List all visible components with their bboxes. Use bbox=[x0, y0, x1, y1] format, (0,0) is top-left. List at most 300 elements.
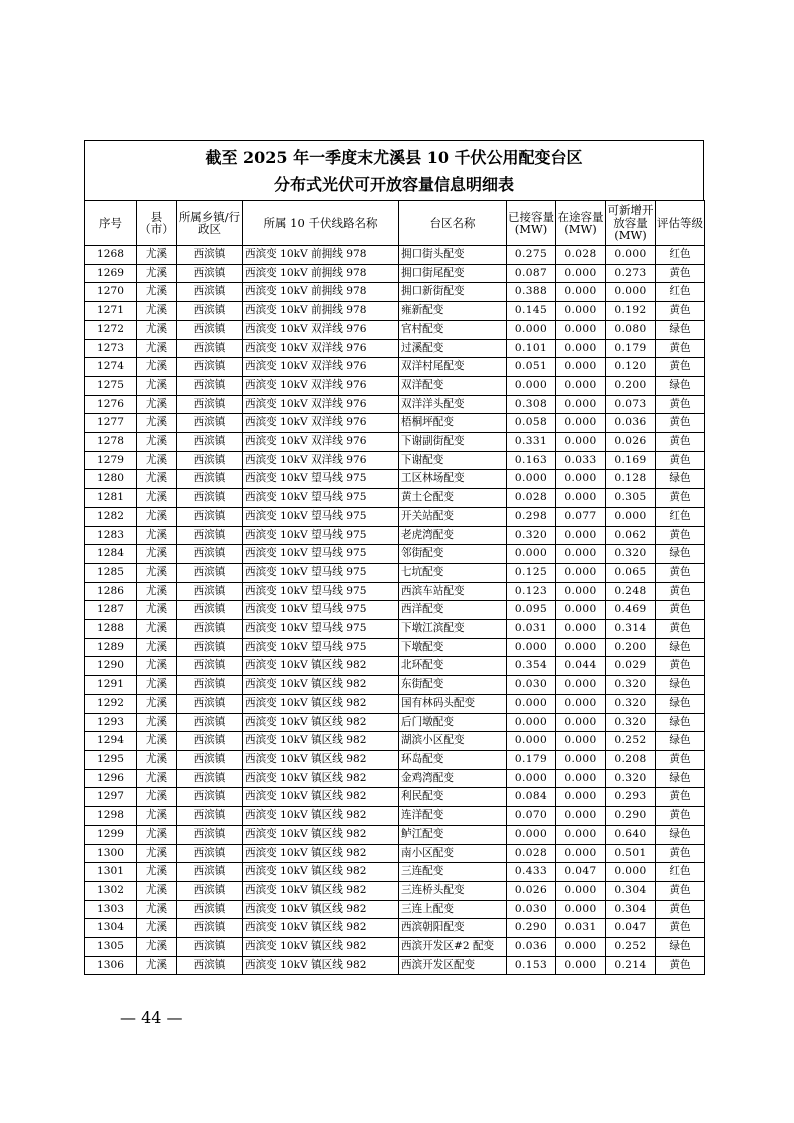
cell-town: 西滨镇 bbox=[177, 395, 243, 414]
cell-area: 西滨车站配变 bbox=[399, 582, 507, 601]
cell-level: 绿色 bbox=[656, 676, 705, 695]
cell-available: 0.248 bbox=[606, 582, 656, 601]
cell-county: 尤溪 bbox=[137, 825, 177, 844]
cell-town: 西滨镇 bbox=[177, 507, 243, 526]
cell-area: 西洋配变 bbox=[399, 601, 507, 620]
cell-connected: 0.433 bbox=[507, 863, 556, 882]
header-level: 评估等级 bbox=[656, 201, 705, 246]
cell-line: 西滨变 10kV 前拥线 978 bbox=[243, 302, 399, 321]
cell-seq: 1272 bbox=[85, 320, 137, 339]
cell-line: 西滨变 10kV 望马线 975 bbox=[243, 545, 399, 564]
cell-line: 西滨变 10kV 镇区线 982 bbox=[243, 825, 399, 844]
cell-line: 西滨变 10kV 镇区线 982 bbox=[243, 807, 399, 826]
cell-area: 国有林码头配变 bbox=[399, 694, 507, 713]
cell-seq: 1280 bbox=[85, 470, 137, 489]
table-row bbox=[85, 563, 705, 582]
cell-level: 红色 bbox=[656, 507, 705, 526]
cell-area: 三连桥头配变 bbox=[399, 881, 507, 900]
cell-available: 0.640 bbox=[606, 825, 656, 844]
cell-pending: 0.000 bbox=[556, 339, 606, 358]
capacity-table bbox=[84, 200, 705, 975]
cell-town: 西滨镇 bbox=[177, 433, 243, 452]
cell-line: 西滨变 10kV 望马线 975 bbox=[243, 638, 399, 657]
cell-pending: 0.000 bbox=[556, 769, 606, 788]
cell-available: 0.305 bbox=[606, 489, 656, 508]
cell-seq: 1287 bbox=[85, 601, 137, 620]
cell-town: 西滨镇 bbox=[177, 881, 243, 900]
table-row bbox=[85, 825, 705, 844]
cell-county: 尤溪 bbox=[137, 657, 177, 676]
cell-available: 0.062 bbox=[606, 526, 656, 545]
cell-seq: 1283 bbox=[85, 526, 137, 545]
cell-pending: 0.000 bbox=[556, 489, 606, 508]
cell-connected: 0.320 bbox=[507, 526, 556, 545]
cell-seq: 1279 bbox=[85, 451, 137, 470]
cell-connected: 0.000 bbox=[507, 545, 556, 564]
cell-connected: 0.051 bbox=[507, 358, 556, 377]
cell-seq: 1293 bbox=[85, 713, 137, 732]
cell-level: 黄色 bbox=[656, 750, 705, 769]
header-seq: 序号 bbox=[85, 201, 137, 246]
cell-town: 西滨镇 bbox=[177, 489, 243, 508]
cell-county: 尤溪 bbox=[137, 694, 177, 713]
cell-connected: 0.153 bbox=[507, 956, 556, 975]
cell-area: 下谢配变 bbox=[399, 451, 507, 470]
cell-line: 西滨变 10kV 前拥线 978 bbox=[243, 246, 399, 265]
cell-level: 红色 bbox=[656, 863, 705, 882]
cell-level: 黄色 bbox=[656, 563, 705, 582]
cell-available: 0.252 bbox=[606, 732, 656, 751]
cell-seq: 1299 bbox=[85, 825, 137, 844]
cell-available: 0.304 bbox=[606, 881, 656, 900]
cell-level: 黄色 bbox=[656, 881, 705, 900]
cell-county: 尤溪 bbox=[137, 545, 177, 564]
cell-town: 西滨镇 bbox=[177, 638, 243, 657]
cell-county: 尤溪 bbox=[137, 788, 177, 807]
table-row bbox=[85, 320, 705, 339]
cell-area: 拥口街尾配变 bbox=[399, 264, 507, 283]
cell-town: 西滨镇 bbox=[177, 694, 243, 713]
cell-available: 0.469 bbox=[606, 601, 656, 620]
cell-connected: 0.000 bbox=[507, 769, 556, 788]
cell-available: 0.320 bbox=[606, 694, 656, 713]
cell-town: 西滨镇 bbox=[177, 264, 243, 283]
cell-connected: 0.030 bbox=[507, 676, 556, 695]
cell-line: 西滨变 10kV 镇区线 982 bbox=[243, 750, 399, 769]
cell-line: 西滨变 10kV 镇区线 982 bbox=[243, 788, 399, 807]
cell-level: 黄色 bbox=[656, 339, 705, 358]
cell-seq: 1292 bbox=[85, 694, 137, 713]
cell-town: 西滨镇 bbox=[177, 320, 243, 339]
cell-available: 0.065 bbox=[606, 563, 656, 582]
cell-town: 西滨镇 bbox=[177, 713, 243, 732]
cell-pending: 0.000 bbox=[556, 900, 606, 919]
cell-county: 尤溪 bbox=[137, 339, 177, 358]
cell-area: 过溪配变 bbox=[399, 339, 507, 358]
cell-seq: 1295 bbox=[85, 750, 137, 769]
cell-line: 西滨变 10kV 镇区线 982 bbox=[243, 769, 399, 788]
cell-county: 尤溪 bbox=[137, 395, 177, 414]
cell-connected: 0.145 bbox=[507, 302, 556, 321]
cell-pending: 0.000 bbox=[556, 470, 606, 489]
table-row bbox=[85, 694, 705, 713]
cell-connected: 0.000 bbox=[507, 732, 556, 751]
header-connected: 已接容量(MW) bbox=[507, 201, 556, 246]
cell-level: 黄色 bbox=[656, 489, 705, 508]
cell-level: 黄色 bbox=[656, 582, 705, 601]
cell-town: 西滨镇 bbox=[177, 376, 243, 395]
cell-town: 西滨镇 bbox=[177, 246, 243, 265]
cell-town: 西滨镇 bbox=[177, 938, 243, 957]
cell-seq: 1275 bbox=[85, 376, 137, 395]
cell-area: 双洋配变 bbox=[399, 376, 507, 395]
cell-seq: 1277 bbox=[85, 414, 137, 433]
cell-line: 西滨变 10kV 双洋线 976 bbox=[243, 376, 399, 395]
cell-pending: 0.077 bbox=[556, 507, 606, 526]
cell-level: 黄色 bbox=[656, 956, 705, 975]
cell-level: 绿色 bbox=[656, 769, 705, 788]
cell-line: 西滨变 10kV 双洋线 976 bbox=[243, 320, 399, 339]
cell-pending: 0.000 bbox=[556, 395, 606, 414]
table-row bbox=[85, 601, 705, 620]
cell-town: 西滨镇 bbox=[177, 807, 243, 826]
cell-available: 0.273 bbox=[606, 264, 656, 283]
table-row bbox=[85, 713, 705, 732]
cell-connected: 0.028 bbox=[507, 844, 556, 863]
cell-seq: 1274 bbox=[85, 358, 137, 377]
cell-area: 西滨开发区#2 配变 bbox=[399, 938, 507, 957]
cell-town: 西滨镇 bbox=[177, 769, 243, 788]
cell-pending: 0.000 bbox=[556, 620, 606, 639]
cell-available: 0.208 bbox=[606, 750, 656, 769]
cell-pending: 0.000 bbox=[556, 376, 606, 395]
cell-available: 0.029 bbox=[606, 657, 656, 676]
table-row bbox=[85, 769, 705, 788]
cell-seq: 1302 bbox=[85, 881, 137, 900]
page-number: — 44 — bbox=[120, 1008, 183, 1027]
cell-county: 尤溪 bbox=[137, 451, 177, 470]
table-row bbox=[85, 881, 705, 900]
cell-area: 七坑配变 bbox=[399, 563, 507, 582]
cell-town: 西滨镇 bbox=[177, 956, 243, 975]
cell-connected: 0.000 bbox=[507, 638, 556, 657]
cell-available: 0.179 bbox=[606, 339, 656, 358]
header-pending: 在途容量(MW) bbox=[556, 201, 606, 246]
cell-county: 尤溪 bbox=[137, 246, 177, 265]
cell-seq: 1298 bbox=[85, 807, 137, 826]
cell-seq: 1305 bbox=[85, 938, 137, 957]
cell-available: 0.128 bbox=[606, 470, 656, 489]
cell-line: 西滨变 10kV 双洋线 976 bbox=[243, 414, 399, 433]
cell-line: 西滨变 10kV 镇区线 982 bbox=[243, 732, 399, 751]
cell-line: 西滨变 10kV 前拥线 978 bbox=[243, 264, 399, 283]
cell-area: 梧桐坪配变 bbox=[399, 414, 507, 433]
header-area: 台区名称 bbox=[399, 201, 507, 246]
cell-pending: 0.000 bbox=[556, 433, 606, 452]
cell-available: 0.200 bbox=[606, 638, 656, 657]
cell-connected: 0.290 bbox=[507, 919, 556, 938]
table-row bbox=[85, 283, 705, 302]
cell-seq: 1288 bbox=[85, 620, 137, 639]
cell-county: 尤溪 bbox=[137, 264, 177, 283]
cell-area: 金鸡湾配变 bbox=[399, 769, 507, 788]
cell-county: 尤溪 bbox=[137, 601, 177, 620]
cell-line: 西滨变 10kV 望马线 975 bbox=[243, 563, 399, 582]
header-line: 所属 10 千伏线路名称 bbox=[243, 201, 399, 246]
cell-town: 西滨镇 bbox=[177, 788, 243, 807]
cell-connected: 0.028 bbox=[507, 489, 556, 508]
cell-available: 0.192 bbox=[606, 302, 656, 321]
cell-county: 尤溪 bbox=[137, 470, 177, 489]
cell-town: 西滨镇 bbox=[177, 601, 243, 620]
cell-level: 黄色 bbox=[656, 414, 705, 433]
cell-pending: 0.033 bbox=[556, 451, 606, 470]
cell-seq: 1290 bbox=[85, 657, 137, 676]
cell-available: 0.501 bbox=[606, 844, 656, 863]
cell-connected: 0.388 bbox=[507, 283, 556, 302]
cell-area: 东街配变 bbox=[399, 676, 507, 695]
table-row bbox=[85, 844, 705, 863]
cell-pending: 0.000 bbox=[556, 713, 606, 732]
cell-level: 绿色 bbox=[656, 938, 705, 957]
table-row bbox=[85, 620, 705, 639]
cell-line: 西滨变 10kV 双洋线 976 bbox=[243, 433, 399, 452]
cell-seq: 1281 bbox=[85, 489, 137, 508]
cell-available: 0.293 bbox=[606, 788, 656, 807]
cell-pending: 0.047 bbox=[556, 863, 606, 882]
cell-county: 尤溪 bbox=[137, 376, 177, 395]
cell-area: 工区林场配变 bbox=[399, 470, 507, 489]
cell-town: 西滨镇 bbox=[177, 526, 243, 545]
cell-area: 双洋洋头配变 bbox=[399, 395, 507, 414]
cell-connected: 0.000 bbox=[507, 320, 556, 339]
cell-pending: 0.000 bbox=[556, 938, 606, 957]
header-county: 县（市） bbox=[137, 201, 177, 246]
cell-area: 开关站配变 bbox=[399, 507, 507, 526]
cell-county: 尤溪 bbox=[137, 358, 177, 377]
cell-pending: 0.000 bbox=[556, 956, 606, 975]
cell-area: 邻街配变 bbox=[399, 545, 507, 564]
cell-pending: 0.000 bbox=[556, 320, 606, 339]
cell-area: 西滨朝阳配变 bbox=[399, 919, 507, 938]
cell-town: 西滨镇 bbox=[177, 582, 243, 601]
cell-connected: 0.084 bbox=[507, 788, 556, 807]
cell-town: 西滨镇 bbox=[177, 844, 243, 863]
cell-area: 南小区配变 bbox=[399, 844, 507, 863]
cell-county: 尤溪 bbox=[137, 956, 177, 975]
cell-town: 西滨镇 bbox=[177, 620, 243, 639]
cell-level: 绿色 bbox=[656, 732, 705, 751]
cell-line: 西滨变 10kV 镇区线 982 bbox=[243, 657, 399, 676]
cell-seq: 1300 bbox=[85, 844, 137, 863]
cell-line: 西滨变 10kV 望马线 975 bbox=[243, 526, 399, 545]
cell-county: 尤溪 bbox=[137, 302, 177, 321]
cell-pending: 0.000 bbox=[556, 844, 606, 863]
cell-level: 黄色 bbox=[656, 302, 705, 321]
cell-seq: 1284 bbox=[85, 545, 137, 564]
cell-area: 下墩配变 bbox=[399, 638, 507, 657]
cell-town: 西滨镇 bbox=[177, 676, 243, 695]
cell-available: 0.252 bbox=[606, 938, 656, 957]
cell-pending: 0.000 bbox=[556, 807, 606, 826]
title-line-1: 截至 2025 年一季度末尤溪县 10 千伏公用配变台区 bbox=[205, 147, 583, 167]
cell-town: 西滨镇 bbox=[177, 470, 243, 489]
cell-level: 黄色 bbox=[656, 395, 705, 414]
cell-level: 绿色 bbox=[656, 638, 705, 657]
cell-available: 0.214 bbox=[606, 956, 656, 975]
table-body bbox=[85, 246, 705, 975]
cell-connected: 0.354 bbox=[507, 657, 556, 676]
cell-county: 尤溪 bbox=[137, 750, 177, 769]
cell-level: 红色 bbox=[656, 283, 705, 302]
cell-seq: 1303 bbox=[85, 900, 137, 919]
cell-level: 绿色 bbox=[656, 694, 705, 713]
cell-pending: 0.000 bbox=[556, 283, 606, 302]
cell-level: 红色 bbox=[656, 246, 705, 265]
table-row bbox=[85, 676, 705, 695]
cell-connected: 0.179 bbox=[507, 750, 556, 769]
cell-pending: 0.000 bbox=[556, 638, 606, 657]
cell-pending: 0.000 bbox=[556, 601, 606, 620]
cell-level: 绿色 bbox=[656, 545, 705, 564]
cell-pending: 0.031 bbox=[556, 919, 606, 938]
cell-county: 尤溪 bbox=[137, 320, 177, 339]
cell-available: 0.290 bbox=[606, 807, 656, 826]
cell-line: 西滨变 10kV 望马线 975 bbox=[243, 470, 399, 489]
cell-area: 拥口新街配变 bbox=[399, 283, 507, 302]
cell-level: 黄色 bbox=[656, 451, 705, 470]
cell-area: 三连上配变 bbox=[399, 900, 507, 919]
cell-line: 西滨变 10kV 望马线 975 bbox=[243, 620, 399, 639]
cell-seq: 1282 bbox=[85, 507, 137, 526]
cell-area: 下谢副街配变 bbox=[399, 433, 507, 452]
cell-connected: 0.095 bbox=[507, 601, 556, 620]
cell-level: 黄色 bbox=[656, 900, 705, 919]
cell-seq: 1273 bbox=[85, 339, 137, 358]
header-town: 所属乡镇/行政区 bbox=[177, 201, 243, 246]
cell-available: 0.000 bbox=[606, 283, 656, 302]
cell-level: 黄色 bbox=[656, 657, 705, 676]
cell-pending: 0.000 bbox=[556, 694, 606, 713]
cell-area: 西滨开发区配变 bbox=[399, 956, 507, 975]
table-row bbox=[85, 414, 705, 433]
cell-line: 西滨变 10kV 前拥线 978 bbox=[243, 283, 399, 302]
cell-line: 西滨变 10kV 镇区线 982 bbox=[243, 881, 399, 900]
cell-level: 绿色 bbox=[656, 376, 705, 395]
table-row bbox=[85, 451, 705, 470]
cell-line: 西滨变 10kV 双洋线 976 bbox=[243, 451, 399, 470]
cell-area: 拥口街头配变 bbox=[399, 246, 507, 265]
cell-town: 西滨镇 bbox=[177, 414, 243, 433]
cell-pending: 0.000 bbox=[556, 358, 606, 377]
cell-level: 黄色 bbox=[656, 807, 705, 826]
cell-level: 绿色 bbox=[656, 825, 705, 844]
cell-level: 黄色 bbox=[656, 919, 705, 938]
cell-available: 0.200 bbox=[606, 376, 656, 395]
cell-line: 西滨变 10kV 镇区线 982 bbox=[243, 900, 399, 919]
cell-seq: 1297 bbox=[85, 788, 137, 807]
cell-available: 0.120 bbox=[606, 358, 656, 377]
cell-connected: 0.026 bbox=[507, 881, 556, 900]
cell-county: 尤溪 bbox=[137, 620, 177, 639]
cell-area: 老虎湾配变 bbox=[399, 526, 507, 545]
cell-connected: 0.275 bbox=[507, 246, 556, 265]
table-row bbox=[85, 339, 705, 358]
table-header-row bbox=[85, 201, 705, 246]
cell-line: 西滨变 10kV 望马线 975 bbox=[243, 582, 399, 601]
cell-available: 0.047 bbox=[606, 919, 656, 938]
cell-pending: 0.000 bbox=[556, 732, 606, 751]
cell-available: 0.320 bbox=[606, 769, 656, 788]
cell-town: 西滨镇 bbox=[177, 900, 243, 919]
table-row bbox=[85, 863, 705, 882]
table-row bbox=[85, 919, 705, 938]
table-row bbox=[85, 788, 705, 807]
cell-connected: 0.087 bbox=[507, 264, 556, 283]
cell-town: 西滨镇 bbox=[177, 302, 243, 321]
cell-connected: 0.070 bbox=[507, 807, 556, 826]
cell-area: 利民配变 bbox=[399, 788, 507, 807]
cell-line: 西滨变 10kV 望马线 975 bbox=[243, 489, 399, 508]
cell-connected: 0.036 bbox=[507, 938, 556, 957]
cell-area: 黄土仑配变 bbox=[399, 489, 507, 508]
cell-line: 西滨变 10kV 双洋线 976 bbox=[243, 358, 399, 377]
cell-seq: 1278 bbox=[85, 433, 137, 452]
cell-connected: 0.058 bbox=[507, 414, 556, 433]
table-row bbox=[85, 302, 705, 321]
cell-town: 西滨镇 bbox=[177, 545, 243, 564]
cell-county: 尤溪 bbox=[137, 283, 177, 302]
cell-pending: 0.000 bbox=[556, 750, 606, 769]
table-row bbox=[85, 526, 705, 545]
cell-county: 尤溪 bbox=[137, 563, 177, 582]
table-row bbox=[85, 582, 705, 601]
cell-pending: 0.000 bbox=[556, 825, 606, 844]
cell-level: 黄色 bbox=[656, 788, 705, 807]
cell-town: 西滨镇 bbox=[177, 358, 243, 377]
table-row bbox=[85, 489, 705, 508]
cell-level: 黄色 bbox=[656, 264, 705, 283]
cell-level: 绿色 bbox=[656, 713, 705, 732]
cell-area: 湖滨小区配变 bbox=[399, 732, 507, 751]
header-available: 可新增开放容量(MW) bbox=[606, 201, 656, 246]
cell-seq: 1286 bbox=[85, 582, 137, 601]
cell-seq: 1294 bbox=[85, 732, 137, 751]
cell-connected: 0.000 bbox=[507, 376, 556, 395]
cell-county: 尤溪 bbox=[137, 489, 177, 508]
cell-county: 尤溪 bbox=[137, 713, 177, 732]
cell-seq: 1285 bbox=[85, 563, 137, 582]
cell-seq: 1296 bbox=[85, 769, 137, 788]
cell-seq: 1301 bbox=[85, 863, 137, 882]
cell-county: 尤溪 bbox=[137, 433, 177, 452]
cell-pending: 0.000 bbox=[556, 414, 606, 433]
cell-seq: 1291 bbox=[85, 676, 137, 695]
table-row bbox=[85, 807, 705, 826]
cell-available: 0.000 bbox=[606, 863, 656, 882]
cell-level: 黄色 bbox=[656, 433, 705, 452]
cell-connected: 0.101 bbox=[507, 339, 556, 358]
cell-connected: 0.123 bbox=[507, 582, 556, 601]
cell-area: 双洋村尾配变 bbox=[399, 358, 507, 377]
cell-connected: 0.308 bbox=[507, 395, 556, 414]
cell-town: 西滨镇 bbox=[177, 451, 243, 470]
cell-town: 西滨镇 bbox=[177, 732, 243, 751]
cell-line: 西滨变 10kV 镇区线 982 bbox=[243, 863, 399, 882]
cell-area: 雍新配变 bbox=[399, 302, 507, 321]
cell-line: 西滨变 10kV 镇区线 982 bbox=[243, 844, 399, 863]
cell-area: 后门墩配变 bbox=[399, 713, 507, 732]
